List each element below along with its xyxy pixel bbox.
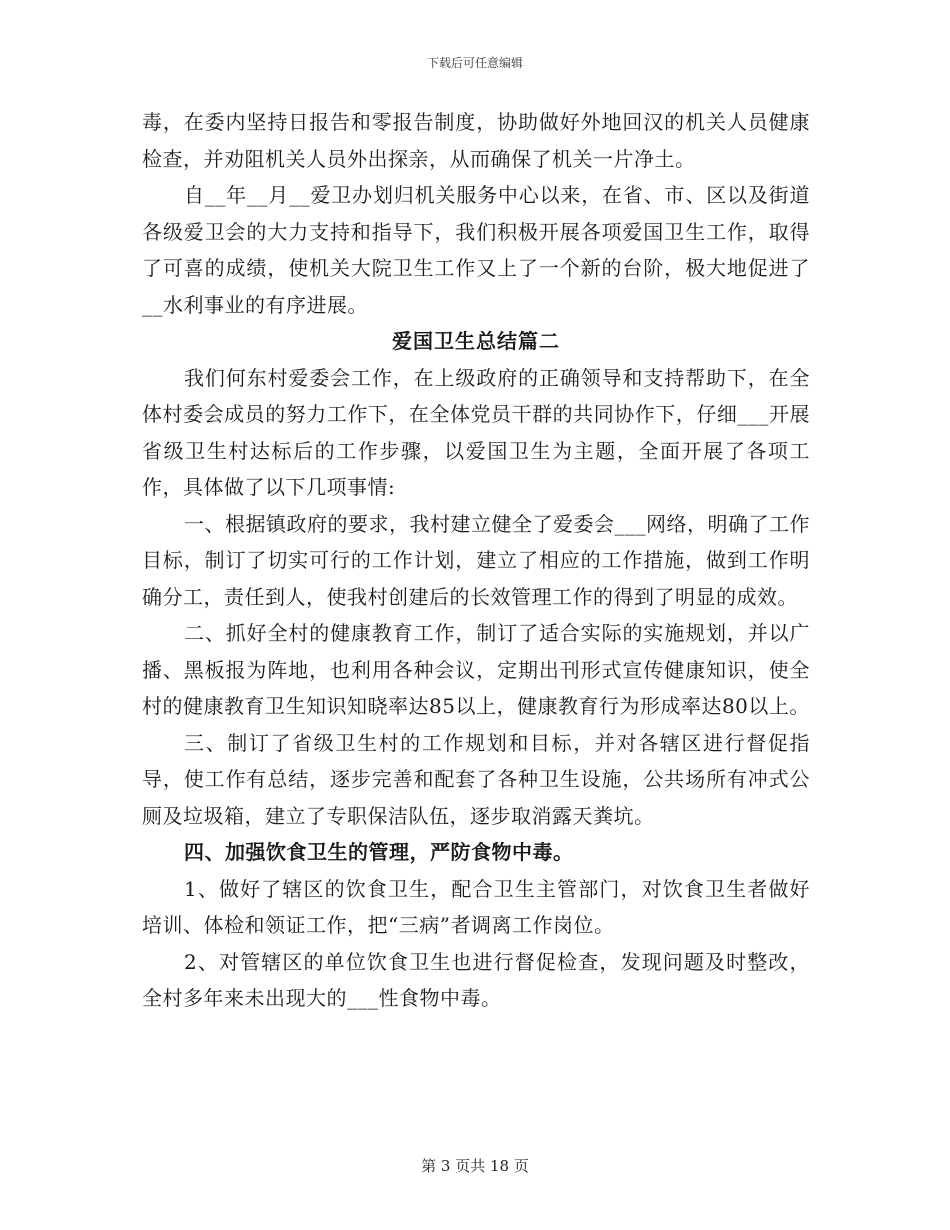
paragraph-intro: 我们何东村爱委会工作，在上级政府的正确领导和支持帮助下，在全体村委会成员的努力工作下，在全体党员干群的共同协作下，仔细___开展省级卫生村达标后的工作步骤，以爱国卫生为主题，全面开展了各项工作，具体做了以下几项事情: — [142, 365, 810, 499]
paragraph-item-3: 三、制订了省级卫生村的工作规划和目标，并对各辖区进行督促指导，使工作有总结，逐步完善和配套了各种卫生设施，公共场所有冲式公厕及垃圾箱，建立了专职保洁队伍，逐步取消露天粪坑。 — [142, 730, 810, 828]
section-title: 爱国卫生总结篇二 — [392, 329, 560, 353]
paragraph-2: 自__年__月__爱卫办划归机关服务中心以来，在省、市、区以及街道各级爱卫会的大力支持和指导下，我们积极开展各项爱国卫生工作，取得了可喜的成绩，使机关大院卫生工作又上了一个新的台阶，极大地促进了__水利事业的有序进展。 — [142, 183, 810, 317]
page-footer: 第 3 页共 18 页 — [421, 1157, 529, 1175]
page-header: 下载后可任意编辑 — [426, 56, 523, 70]
paragraph-subitem-2: 2、对管辖区的单位饮食卫生也进行督促检查，发现问题及时整改，全村多年来未出现大的___性食物中毒。 — [142, 949, 810, 1010]
subheading-item-4: 四、加强饮食卫生的管理，严防食物中毒。 — [184, 840, 574, 864]
document-body — [142, 104, 810, 1017]
paragraph-item-1: 一、根据镇政府的要求，我村建立健全了爱委会___网络，明确了工作目标，制订了切实可行的工作计划，建立了相应的工作措施，做到工作明确分工，责任到人，使我村创建后的长效管理工作的得到了明显的成效。 — [142, 511, 810, 609]
paragraph-subitem-1: 1、做好了辖区的饮食卫生，配合卫生主管部门，对饮食卫生者做好培训、体检和领证工作，把“三病”者调离工作岗位。 — [142, 876, 810, 937]
paragraph-1: 毒，在委内坚持日报告和零报告制度，协助做好外地回汉的机关人员健康检查，并劝阻机关人员外出探亲，从而确保了机关一片净土。 — [142, 110, 810, 171]
paragraph-item-2: 二、抓好全村的健康教育工作，制订了适合实际的实施规划，并以广播、黑板报为阵地，也利用各种会议，定期出刊形式宣传健康知识，使全村的健康教育卫生知识知晓率达85以上，健康教育行为形成率达80以上。 — [142, 621, 810, 718]
